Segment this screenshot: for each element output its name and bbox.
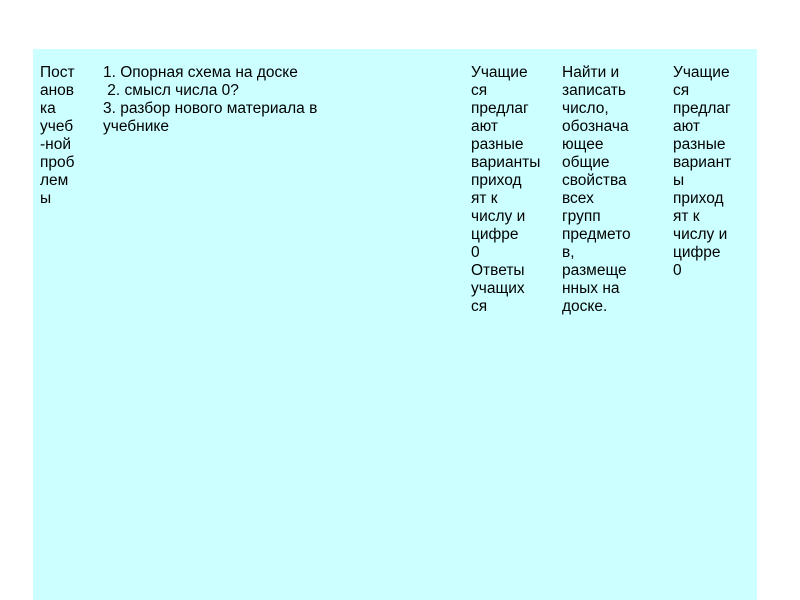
students-activity-cell: Учащие ся предлаг ают разные варианты приход ят к числу и цифре 0 Ответы учащих ся <box>471 64 541 315</box>
task-cell: Найти и записать число, обознача ющее общие свойства всех групп предмето в, размеще нных на доске. <box>562 64 631 315</box>
stage-cell: Пост анов ка учеб -ной проб лем ы <box>40 64 75 207</box>
students-result-cell: Учащие ся предлаг ают разные вариант ы приход ят к числу и цифре 0 <box>673 64 732 279</box>
content-cell: 1. Опорная схема на доске 2. смысл числа 0? 3. разбор нового материала в учебнике <box>103 64 318 135</box>
